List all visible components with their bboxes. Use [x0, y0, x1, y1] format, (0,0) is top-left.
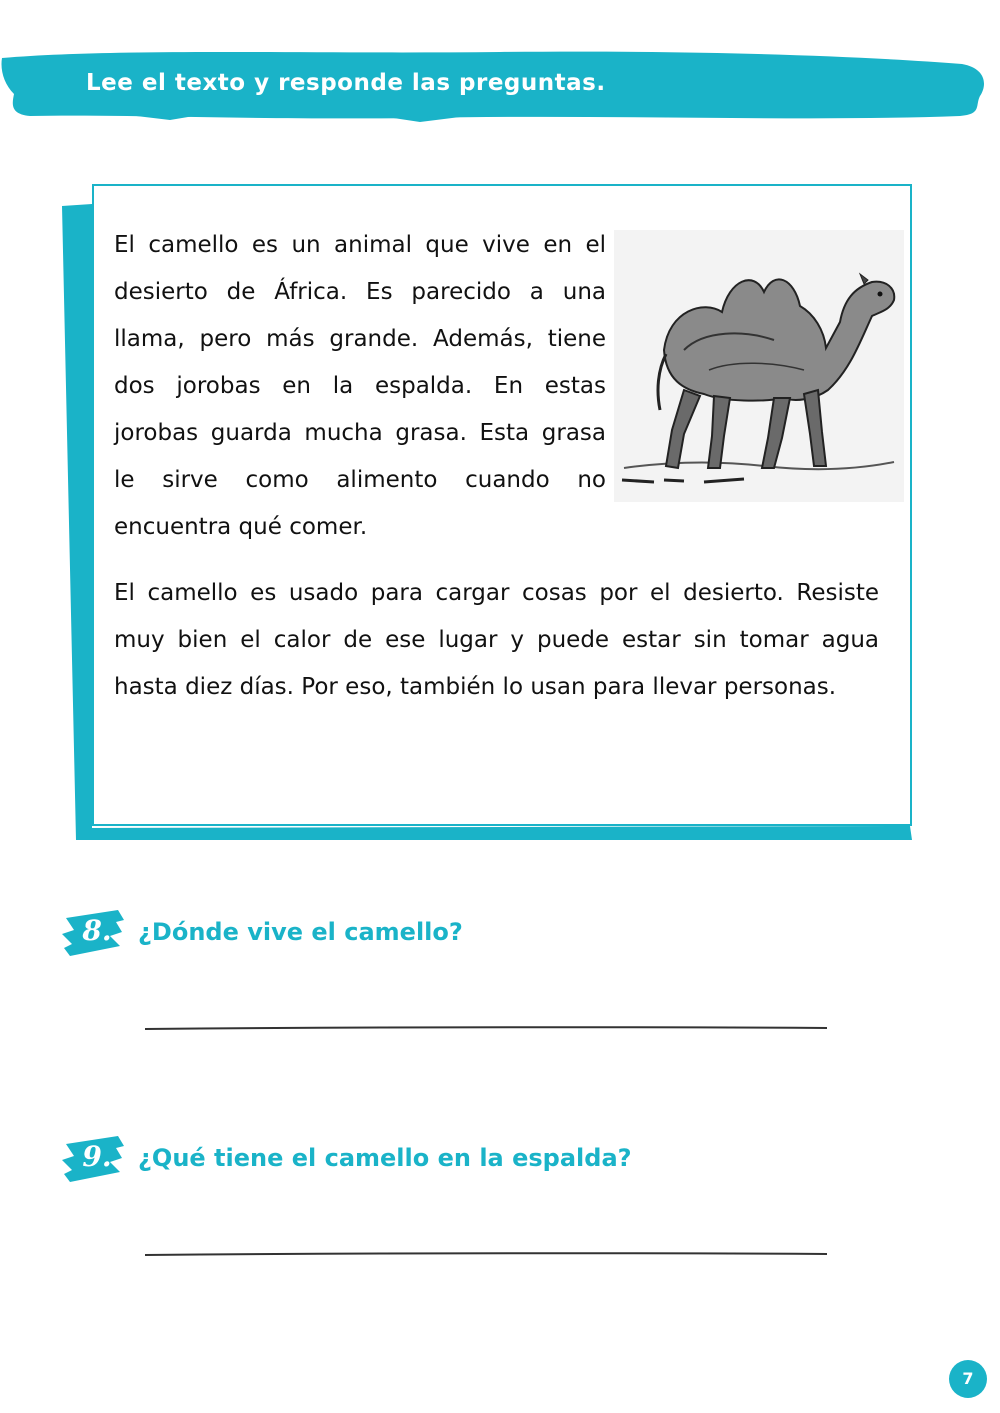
question-number-badge — [60, 1134, 126, 1186]
question-8 — [60, 908, 860, 958]
page-number: 7 — [949, 1360, 987, 1398]
reading-paragraph-2: El camello es usado para cargar cosas por el desierto. Resiste muy bien el calor de ese lugar y puede estar sin tomar agua hasta diez días. Por eso, también lo usan para llevar personas. — [114, 580, 879, 700]
instruction-text: Lee el texto y responde las preguntas. — [86, 70, 606, 96]
answer-line[interactable] — [145, 1024, 827, 1032]
question-9 — [60, 1134, 860, 1184]
instruction-banner — [0, 44, 990, 122]
reading-box — [92, 184, 912, 826]
answer-line[interactable] — [145, 1250, 827, 1258]
reading-paragraph-1: El camello es un animal que vive en el desierto de África. Es parecido a una llama, pero más grande. Además, tiene dos jorobas en la espalda. En estas jorobas guarda mucha grasa. Esta grasa le sirve como alimento cuando no encuentra qué comer. — [114, 232, 606, 540]
question-text: ¿Dónde vive el camello? — [138, 918, 463, 946]
camel-illustration — [614, 230, 904, 502]
question-number: 9. — [82, 1140, 112, 1173]
question-number-badge — [60, 908, 126, 960]
question-number: 8. — [82, 914, 112, 947]
question-text: ¿Qué tiene el camello en la espalda? — [138, 1144, 632, 1172]
